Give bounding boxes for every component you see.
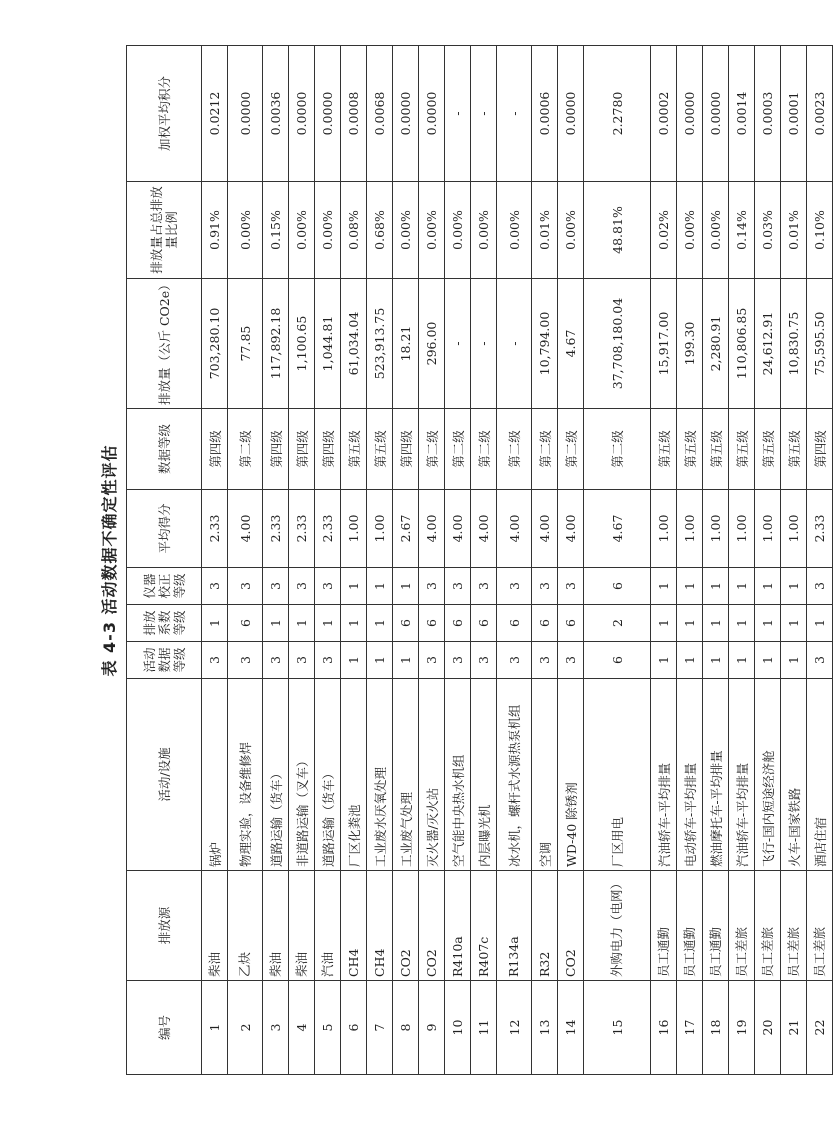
cell-average-score: 2.33 bbox=[807, 490, 833, 568]
header-average-score: 平均得分 bbox=[127, 490, 202, 568]
table-row bbox=[497, 46, 532, 1075]
cell-no: 2 bbox=[228, 981, 263, 1075]
table-row bbox=[532, 46, 558, 1075]
cell-weighted-score: 2.2780 bbox=[584, 46, 651, 182]
cell-emission: 2,280.91 bbox=[703, 279, 729, 409]
cell-no: 4 bbox=[289, 981, 315, 1075]
cell-emission-factor-grade: 2 bbox=[584, 605, 651, 642]
header-emission-factor-grade: 排放系数等级 bbox=[127, 605, 202, 642]
cell-no: 13 bbox=[532, 981, 558, 1075]
cell-activity: WD-40 除锈剂 bbox=[558, 679, 584, 871]
cell-emission-factor-grade: 1 bbox=[807, 605, 833, 642]
cell-emission: 296.00 bbox=[419, 279, 445, 409]
cell-source: 柴油 bbox=[289, 871, 315, 981]
cell-activity-grade: 3 bbox=[497, 642, 532, 679]
cell-source: 柴油 bbox=[263, 871, 289, 981]
cell-emission-factor-grade: 1 bbox=[289, 605, 315, 642]
cell-share: 0.00% bbox=[289, 182, 315, 279]
cell-source: 员工通勤 bbox=[703, 871, 729, 981]
cell-source: CH4 bbox=[341, 871, 367, 981]
cell-emission-factor-grade: 6 bbox=[532, 605, 558, 642]
cell-activity-grade: 6 bbox=[584, 642, 651, 679]
cell-activity-grade: 3 bbox=[228, 642, 263, 679]
cell-calibration-grade: 3 bbox=[807, 568, 833, 605]
cell-emission-factor-grade: 6 bbox=[419, 605, 445, 642]
cell-calibration-grade: 3 bbox=[263, 568, 289, 605]
cell-emission-factor-grade: 6 bbox=[228, 605, 263, 642]
cell-no: 19 bbox=[729, 981, 755, 1075]
cell-activity-grade: 1 bbox=[677, 642, 703, 679]
cell-activity: 电动轿车-平均排量 bbox=[677, 679, 703, 871]
table-row bbox=[781, 46, 807, 1075]
header-activity-grade: 活动数据等级 bbox=[127, 642, 202, 679]
cell-activity-grade: 3 bbox=[419, 642, 445, 679]
cell-activity-grade: 1 bbox=[755, 642, 781, 679]
cell-emission-factor-grade: 1 bbox=[315, 605, 341, 642]
cell-average-score: 1.00 bbox=[341, 490, 367, 568]
cell-source: 员工通勤 bbox=[651, 871, 677, 981]
cell-activity-grade: 3 bbox=[807, 642, 833, 679]
cell-emission: 523,913.75 bbox=[367, 279, 393, 409]
header-data-level: 数据等级 bbox=[127, 409, 202, 490]
cell-source: CH4 bbox=[367, 871, 393, 981]
cell-weighted-score: 0.0000 bbox=[393, 46, 419, 182]
cell-data-level: 第五级 bbox=[703, 409, 729, 490]
cell-data-level: 第四级 bbox=[289, 409, 315, 490]
cell-emission-factor-grade: 6 bbox=[445, 605, 471, 642]
cell-emission: 199.30 bbox=[677, 279, 703, 409]
header-calibration-grade: 仪器校正等级 bbox=[127, 568, 202, 605]
cell-no: 10 bbox=[445, 981, 471, 1075]
cell-emission-factor-grade: 6 bbox=[471, 605, 497, 642]
cell-data-level: 第五级 bbox=[677, 409, 703, 490]
cell-source: R410a bbox=[445, 871, 471, 981]
cell-source: 员工差旅 bbox=[781, 871, 807, 981]
cell-average-score: 1.00 bbox=[651, 490, 677, 568]
cell-data-level: 第五级 bbox=[755, 409, 781, 490]
cell-weighted-score: 0.0000 bbox=[228, 46, 263, 182]
cell-average-score: 4.00 bbox=[419, 490, 445, 568]
cell-no: 8 bbox=[393, 981, 419, 1075]
cell-emission-factor-grade: 1 bbox=[729, 605, 755, 642]
cell-weighted-score: 0.0023 bbox=[807, 46, 833, 182]
cell-share: 0.03% bbox=[755, 182, 781, 279]
cell-emission-factor-grade: 6 bbox=[558, 605, 584, 642]
cell-weighted-score: 0.0014 bbox=[729, 46, 755, 182]
cell-activity: 酒店住宿 bbox=[807, 679, 833, 871]
cell-calibration-grade: 3 bbox=[289, 568, 315, 605]
cell-weighted-score: 0.0000 bbox=[419, 46, 445, 182]
cell-emission: 24,612.91 bbox=[755, 279, 781, 409]
cell-share: 0.68% bbox=[367, 182, 393, 279]
cell-average-score: 1.00 bbox=[703, 490, 729, 568]
cell-no: 17 bbox=[677, 981, 703, 1075]
cell-emission: 37,708,180.04 bbox=[584, 279, 651, 409]
cell-data-level: 第四级 bbox=[202, 409, 228, 490]
cell-activity: 内层曝光机 bbox=[471, 679, 497, 871]
cell-source: R32 bbox=[532, 871, 558, 981]
cell-calibration-grade: 3 bbox=[471, 568, 497, 605]
cell-share: 0.02% bbox=[651, 182, 677, 279]
cell-calibration-grade: 1 bbox=[677, 568, 703, 605]
cell-weighted-score: 0.0000 bbox=[315, 46, 341, 182]
cell-emission-factor-grade: 1 bbox=[202, 605, 228, 642]
cell-data-level: 第二级 bbox=[584, 409, 651, 490]
cell-average-score: 4.00 bbox=[471, 490, 497, 568]
cell-share: 0.91% bbox=[202, 182, 228, 279]
cell-weighted-score: 0.0002 bbox=[651, 46, 677, 182]
table-row bbox=[445, 46, 471, 1075]
table-row bbox=[729, 46, 755, 1075]
cell-activity-grade: 3 bbox=[263, 642, 289, 679]
cell-calibration-grade: 3 bbox=[202, 568, 228, 605]
cell-share: 0.00% bbox=[677, 182, 703, 279]
cell-activity-grade: 1 bbox=[703, 642, 729, 679]
cell-share: 0.00% bbox=[497, 182, 532, 279]
cell-activity: 非道路运输（叉车） bbox=[289, 679, 315, 871]
header-emission: 排放量（公斤 CO2e） bbox=[127, 279, 202, 409]
cell-activity-grade: 1 bbox=[729, 642, 755, 679]
uncertainty-table bbox=[126, 45, 833, 1075]
cell-calibration-grade: 3 bbox=[419, 568, 445, 605]
cell-emission-factor-grade: 1 bbox=[703, 605, 729, 642]
header-row bbox=[127, 46, 202, 1075]
cell-weighted-score: 0.0212 bbox=[202, 46, 228, 182]
cell-emission-factor-grade: 1 bbox=[367, 605, 393, 642]
cell-calibration-grade: 3 bbox=[497, 568, 532, 605]
cell-emission: - bbox=[471, 279, 497, 409]
cell-no: 12 bbox=[497, 981, 532, 1075]
cell-data-level: 第二级 bbox=[445, 409, 471, 490]
cell-emission-factor-grade: 1 bbox=[263, 605, 289, 642]
cell-no: 20 bbox=[755, 981, 781, 1075]
table-row bbox=[263, 46, 289, 1075]
cell-data-level: 第二级 bbox=[558, 409, 584, 490]
cell-data-level: 第四级 bbox=[807, 409, 833, 490]
cell-weighted-score: 0.0000 bbox=[289, 46, 315, 182]
cell-weighted-score: 0.0000 bbox=[558, 46, 584, 182]
cell-share: 0.00% bbox=[419, 182, 445, 279]
table-row bbox=[202, 46, 228, 1075]
table-row bbox=[471, 46, 497, 1075]
cell-calibration-grade: 1 bbox=[703, 568, 729, 605]
table-row bbox=[315, 46, 341, 1075]
header-source: 排放源 bbox=[127, 871, 202, 981]
cell-data-level: 第五级 bbox=[651, 409, 677, 490]
cell-average-score: 4.00 bbox=[532, 490, 558, 568]
cell-emission: 15,917.00 bbox=[651, 279, 677, 409]
cell-no: 1 bbox=[202, 981, 228, 1075]
cell-source: 乙炔 bbox=[228, 871, 263, 981]
cell-emission: 10,830.75 bbox=[781, 279, 807, 409]
cell-average-score: 1.00 bbox=[781, 490, 807, 568]
cell-source: 外购电力（电网） bbox=[584, 871, 651, 981]
table-row bbox=[677, 46, 703, 1075]
cell-activity: 汽油轿车-平均排量 bbox=[651, 679, 677, 871]
cell-weighted-score: 0.0000 bbox=[677, 46, 703, 182]
cell-data-level: 第二级 bbox=[497, 409, 532, 490]
cell-average-score: 4.00 bbox=[228, 490, 263, 568]
cell-activity-grade: 1 bbox=[341, 642, 367, 679]
cell-activity-grade: 3 bbox=[532, 642, 558, 679]
cell-data-level: 第二级 bbox=[532, 409, 558, 490]
cell-calibration-grade: 3 bbox=[445, 568, 471, 605]
table-row bbox=[558, 46, 584, 1075]
cell-no: 15 bbox=[584, 981, 651, 1075]
cell-weighted-score: 0.0008 bbox=[341, 46, 367, 182]
cell-data-level: 第四级 bbox=[393, 409, 419, 490]
cell-activity-grade: 3 bbox=[471, 642, 497, 679]
cell-share: 0.01% bbox=[532, 182, 558, 279]
cell-weighted-score: 0.0036 bbox=[263, 46, 289, 182]
cell-no: 16 bbox=[651, 981, 677, 1075]
cell-source: R134a bbox=[497, 871, 532, 981]
cell-source: 柴油 bbox=[202, 871, 228, 981]
cell-no: 18 bbox=[703, 981, 729, 1075]
table-row bbox=[367, 46, 393, 1075]
cell-average-score: 2.33 bbox=[289, 490, 315, 568]
cell-activity: 工业废气处理 bbox=[393, 679, 419, 871]
cell-average-score: 1.00 bbox=[729, 490, 755, 568]
cell-activity-grade: 3 bbox=[289, 642, 315, 679]
cell-activity-grade: 1 bbox=[367, 642, 393, 679]
cell-emission: 10,794.00 bbox=[532, 279, 558, 409]
cell-data-level: 第四级 bbox=[315, 409, 341, 490]
cell-activity: 厂区化粪池 bbox=[341, 679, 367, 871]
cell-emission: 61,034.04 bbox=[341, 279, 367, 409]
cell-weighted-score: 0.0006 bbox=[532, 46, 558, 182]
cell-activity: 灭火器/灭火站 bbox=[419, 679, 445, 871]
cell-source: CO2 bbox=[558, 871, 584, 981]
cell-data-level: 第四级 bbox=[263, 409, 289, 490]
table-row bbox=[584, 46, 651, 1075]
cell-no: 21 bbox=[781, 981, 807, 1075]
cell-average-score: 4.00 bbox=[445, 490, 471, 568]
cell-weighted-score: 0.0003 bbox=[755, 46, 781, 182]
cell-weighted-score: - bbox=[471, 46, 497, 182]
cell-data-level: 第二级 bbox=[228, 409, 263, 490]
cell-average-score: 1.00 bbox=[755, 490, 781, 568]
cell-share: 0.00% bbox=[393, 182, 419, 279]
cell-activity: 空调 bbox=[532, 679, 558, 871]
cell-data-level: 第二级 bbox=[471, 409, 497, 490]
cell-emission: 77.85 bbox=[228, 279, 263, 409]
cell-activity: 空气能中央热水机组 bbox=[445, 679, 471, 871]
table-row bbox=[703, 46, 729, 1075]
cell-emission-factor-grade: 1 bbox=[651, 605, 677, 642]
cell-activity: 道路运输（货车） bbox=[263, 679, 289, 871]
cell-emission: 18.21 bbox=[393, 279, 419, 409]
cell-weighted-score: 0.0068 bbox=[367, 46, 393, 182]
table-row bbox=[755, 46, 781, 1075]
cell-share: 0.00% bbox=[703, 182, 729, 279]
cell-emission: - bbox=[497, 279, 532, 409]
cell-weighted-score: 0.0000 bbox=[703, 46, 729, 182]
cell-share: 0.15% bbox=[263, 182, 289, 279]
cell-no: 6 bbox=[341, 981, 367, 1075]
cell-share: 0.00% bbox=[445, 182, 471, 279]
cell-average-score: 1.00 bbox=[677, 490, 703, 568]
cell-data-level: 第五级 bbox=[341, 409, 367, 490]
cell-data-level: 第五级 bbox=[729, 409, 755, 490]
cell-activity-grade: 1 bbox=[781, 642, 807, 679]
cell-weighted-score: - bbox=[497, 46, 532, 182]
cell-share: 0.00% bbox=[471, 182, 497, 279]
cell-calibration-grade: 1 bbox=[755, 568, 781, 605]
cell-emission-factor-grade: 6 bbox=[393, 605, 419, 642]
cell-emission-factor-grade: 1 bbox=[781, 605, 807, 642]
cell-average-score: 1.00 bbox=[367, 490, 393, 568]
cell-share: 48.81% bbox=[584, 182, 651, 279]
cell-calibration-grade: 1 bbox=[781, 568, 807, 605]
table-row bbox=[228, 46, 263, 1075]
cell-activity-grade: 3 bbox=[558, 642, 584, 679]
cell-source: 员工差旅 bbox=[807, 871, 833, 981]
header-activity: 活动/设施 bbox=[127, 679, 202, 871]
cell-average-score: 2.33 bbox=[202, 490, 228, 568]
cell-no: 14 bbox=[558, 981, 584, 1075]
cell-emission-factor-grade: 6 bbox=[497, 605, 532, 642]
cell-average-score: 4.67 bbox=[584, 490, 651, 568]
cell-share: 0.10% bbox=[807, 182, 833, 279]
cell-data-level: 第五级 bbox=[781, 409, 807, 490]
cell-emission: 1,044.81 bbox=[315, 279, 341, 409]
cell-emission: - bbox=[445, 279, 471, 409]
cell-calibration-grade: 3 bbox=[558, 568, 584, 605]
cell-emission: 117,892.18 bbox=[263, 279, 289, 409]
cell-no: 22 bbox=[807, 981, 833, 1075]
cell-no: 9 bbox=[419, 981, 445, 1075]
cell-source: 汽油 bbox=[315, 871, 341, 981]
cell-share: 0.00% bbox=[315, 182, 341, 279]
cell-activity: 道路运输（货车） bbox=[315, 679, 341, 871]
cell-activity-grade: 3 bbox=[315, 642, 341, 679]
cell-weighted-score: 0.0001 bbox=[781, 46, 807, 182]
rotated-page bbox=[93, 46, 828, 1075]
cell-average-score: 2.33 bbox=[263, 490, 289, 568]
table-row bbox=[419, 46, 445, 1075]
cell-calibration-grade: 1 bbox=[729, 568, 755, 605]
table-row bbox=[393, 46, 419, 1075]
cell-calibration-grade: 3 bbox=[315, 568, 341, 605]
table-row bbox=[341, 46, 367, 1075]
cell-average-score: 4.00 bbox=[497, 490, 532, 568]
cell-share: 0.00% bbox=[558, 182, 584, 279]
cell-share: 0.08% bbox=[341, 182, 367, 279]
cell-emission: 1,100.65 bbox=[289, 279, 315, 409]
cell-emission-factor-grade: 1 bbox=[677, 605, 703, 642]
cell-activity: 厂区用电 bbox=[584, 679, 651, 871]
cell-activity-grade: 3 bbox=[202, 642, 228, 679]
cell-activity-grade: 1 bbox=[393, 642, 419, 679]
cell-activity-grade: 3 bbox=[445, 642, 471, 679]
cell-no: 11 bbox=[471, 981, 497, 1075]
cell-activity: 燃油摩托车-平均排量 bbox=[703, 679, 729, 871]
cell-source: 员工通勤 bbox=[677, 871, 703, 981]
header-share: 排放量占总排放量比例 bbox=[127, 182, 202, 279]
cell-source: CO2 bbox=[393, 871, 419, 981]
cell-activity: 工业废水厌氧处理 bbox=[367, 679, 393, 871]
table-row bbox=[807, 46, 833, 1075]
cell-average-score: 2.33 bbox=[315, 490, 341, 568]
cell-calibration-grade: 1 bbox=[367, 568, 393, 605]
cell-activity: 火车-国家铁路 bbox=[781, 679, 807, 871]
table-caption: 表 4-3 活动数据不确定性评估 bbox=[100, 444, 119, 677]
cell-data-level: 第五级 bbox=[367, 409, 393, 490]
cell-average-score: 2.67 bbox=[393, 490, 419, 568]
cell-source: R407c bbox=[471, 871, 497, 981]
cell-data-level: 第二级 bbox=[419, 409, 445, 490]
cell-no: 7 bbox=[367, 981, 393, 1075]
cell-emission-factor-grade: 1 bbox=[755, 605, 781, 642]
cell-calibration-grade: 6 bbox=[584, 568, 651, 605]
cell-emission-factor-grade: 1 bbox=[341, 605, 367, 642]
cell-emission: 75,595.50 bbox=[807, 279, 833, 409]
cell-calibration-grade: 3 bbox=[532, 568, 558, 605]
cell-calibration-grade: 1 bbox=[393, 568, 419, 605]
cell-source: CO2 bbox=[419, 871, 445, 981]
cell-no: 3 bbox=[263, 981, 289, 1075]
cell-activity-grade: 1 bbox=[651, 642, 677, 679]
cell-share: 0.01% bbox=[781, 182, 807, 279]
cell-average-score: 4.00 bbox=[558, 490, 584, 568]
cell-activity: 汽油轿车-平均排量 bbox=[729, 679, 755, 871]
table-row bbox=[651, 46, 677, 1075]
cell-activity: 飞行-国内短途经济舱 bbox=[755, 679, 781, 871]
cell-emission: 110,806.85 bbox=[729, 279, 755, 409]
cell-activity: 冰水机，螺杆式水源热泵机组 bbox=[497, 679, 532, 871]
table-row bbox=[289, 46, 315, 1075]
cell-emission: 703,280.10 bbox=[202, 279, 228, 409]
cell-activity: 物理实验，设备维修焊 bbox=[228, 679, 263, 871]
header-weighted-score: 加权平均积分 bbox=[127, 46, 202, 182]
cell-calibration-grade: 1 bbox=[341, 568, 367, 605]
cell-activity: 锅炉 bbox=[202, 679, 228, 871]
cell-emission: 4.67 bbox=[558, 279, 584, 409]
cell-share: 0.14% bbox=[729, 182, 755, 279]
cell-source: 员工差旅 bbox=[729, 871, 755, 981]
header-no: 编号 bbox=[127, 981, 202, 1075]
cell-calibration-grade: 3 bbox=[228, 568, 263, 605]
cell-source: 员工差旅 bbox=[755, 871, 781, 981]
cell-weighted-score: - bbox=[445, 46, 471, 182]
cell-no: 5 bbox=[315, 981, 341, 1075]
cell-calibration-grade: 1 bbox=[651, 568, 677, 605]
cell-share: 0.00% bbox=[228, 182, 263, 279]
